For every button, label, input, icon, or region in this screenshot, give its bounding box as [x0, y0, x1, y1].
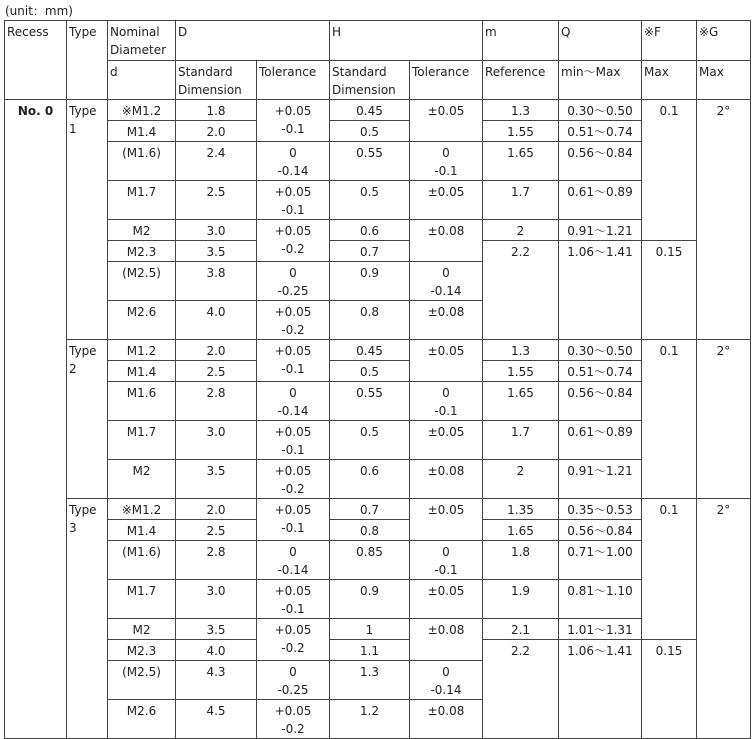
header-type: Type — [67, 21, 108, 100]
header-H-tolerance: Tolerance — [410, 61, 483, 100]
nominal-diameter-cell: (M2.5) — [108, 262, 176, 301]
G-max-cell: 2° — [697, 499, 751, 739]
value-line: ±0.08 — [427, 464, 465, 478]
G-max-cell: 2° — [697, 340, 751, 499]
H-standard-cell: 0.6 — [330, 220, 410, 241]
header-nominal-diameter: Nominal Diameter — [108, 21, 176, 61]
H-tolerance-cell — [410, 499, 483, 541]
H-tolerance-cell — [410, 340, 483, 382]
header-F: ※F — [642, 21, 697, 61]
header-D: D — [176, 21, 330, 61]
value-line: -0.1 — [434, 404, 458, 418]
D-standard-cell: 2.0 — [176, 499, 257, 520]
value-line: +0.05 — [274, 185, 312, 199]
m-reference-cell: 1.55 — [483, 121, 559, 142]
H-tolerance-cell — [410, 700, 483, 739]
table-row — [5, 142, 751, 181]
Q-range-cell: 1.06～1.41 — [559, 241, 642, 340]
D-standard-cell: 3.8 — [176, 262, 257, 301]
D-tolerance-cell — [257, 619, 330, 661]
H-standard-cell: 0.8 — [330, 520, 410, 541]
value-line: -0.1 — [281, 122, 305, 136]
m-reference-cell: 2.2 — [483, 241, 559, 340]
m-reference-cell: 2 — [483, 460, 559, 499]
header-D-standard: Standard Dimension — [176, 61, 257, 100]
H-tolerance-cell — [410, 661, 483, 700]
H-standard-cell: 0.7 — [330, 241, 410, 262]
value-line: ±0.05 — [427, 425, 465, 439]
value-line: -0.1 — [281, 602, 305, 616]
nominal-diameter-cell: M2.3 — [108, 640, 176, 661]
D-tolerance-cell — [257, 700, 330, 739]
H-standard-cell: 0.5 — [330, 181, 410, 220]
Q-range-cell: 0.91～1.21 — [559, 220, 642, 241]
m-reference-cell: 1.7 — [483, 421, 559, 460]
table-row — [5, 241, 751, 262]
D-tolerance-cell — [257, 661, 330, 700]
table-row — [5, 541, 751, 580]
m-reference-cell: 1.65 — [483, 520, 559, 541]
value-line: -0.2 — [281, 482, 305, 496]
value-line: -0.2 — [281, 722, 305, 736]
nominal-diameter-cell: M1.6 — [108, 382, 176, 421]
H-standard-cell: 0.5 — [330, 121, 410, 142]
D-tolerance-cell — [257, 499, 330, 541]
value-line: -0.25 — [277, 284, 309, 298]
table-row — [5, 220, 751, 241]
Q-range-cell: 0.51～0.74 — [559, 121, 642, 142]
value-line: ±0.05 — [427, 344, 465, 358]
H-tolerance-cell — [410, 580, 483, 619]
D-standard-cell: 2.0 — [176, 121, 257, 142]
D-standard-cell: 4.5 — [176, 700, 257, 739]
value-line: -0.1 — [281, 443, 305, 457]
D-standard-cell: 2.8 — [176, 541, 257, 580]
Q-range-cell: 0.61～0.89 — [559, 181, 642, 220]
H-standard-cell: 0.7 — [330, 499, 410, 520]
nominal-diameter-cell: M2.6 — [108, 301, 176, 340]
header-recess: Recess — [5, 21, 67, 100]
H-tolerance-cell — [410, 220, 483, 262]
H-standard-cell: 0.55 — [330, 142, 410, 181]
m-reference-cell: 1.7 — [483, 181, 559, 220]
type-cell: Type 2 — [67, 340, 108, 499]
H-tolerance-cell — [410, 382, 483, 421]
H-tolerance-cell — [410, 619, 483, 661]
header-Q-range: min～Max — [559, 61, 642, 100]
value-line: -0.2 — [281, 323, 305, 337]
value-line: 0 — [442, 266, 450, 280]
value-line: ±0.05 — [427, 104, 465, 118]
type-cell: Type 3 — [67, 499, 108, 739]
D-tolerance-cell — [257, 100, 330, 142]
nominal-diameter-cell: M1.4 — [108, 361, 176, 382]
value-line: -0.1 — [281, 203, 305, 217]
nominal-diameter-cell: (M2.5) — [108, 661, 176, 700]
Q-range-cell: 1.01～1.31 — [559, 619, 642, 640]
H-standard-cell: 0.9 — [330, 580, 410, 619]
value-line: -0.14 — [277, 563, 309, 577]
value-line: +0.05 — [274, 425, 312, 439]
F-max-cell: 0.1 — [642, 499, 697, 640]
value-line: -0.1 — [281, 521, 305, 535]
value-line: +0.05 — [274, 344, 312, 358]
D-tolerance-cell — [257, 421, 330, 460]
D-tolerance-cell — [257, 460, 330, 499]
H-standard-cell: 1.1 — [330, 640, 410, 661]
m-reference-cell: 2.2 — [483, 640, 559, 739]
nominal-diameter-cell: M1.7 — [108, 421, 176, 460]
H-standard-cell: 0.9 — [330, 262, 410, 301]
value-line: -0.1 — [434, 164, 458, 178]
D-tolerance-cell — [257, 541, 330, 580]
H-standard-cell: 1 — [330, 619, 410, 640]
table-row — [5, 121, 751, 142]
Q-range-cell: 0.91～1.21 — [559, 460, 642, 499]
m-reference-cell: 1.8 — [483, 541, 559, 580]
H-tolerance-cell — [410, 262, 483, 301]
table-row — [5, 580, 751, 619]
Q-range-cell: 0.81～1.10 — [559, 580, 642, 619]
m-reference-cell: 1.55 — [483, 361, 559, 382]
header-H-standard: Standard Dimension — [330, 61, 410, 100]
value-line: -0.2 — [281, 242, 305, 256]
D-standard-cell: 4.0 — [176, 301, 257, 340]
value-line: 0 — [442, 386, 450, 400]
table-row — [5, 100, 751, 121]
Q-range-cell: 0.51～0.74 — [559, 361, 642, 382]
H-tolerance-cell — [410, 100, 483, 142]
H-standard-cell: 0.5 — [330, 361, 410, 382]
value-line: ±0.08 — [427, 305, 465, 319]
header-G-max: Max — [697, 61, 751, 100]
unit-note: (unit：mm) — [5, 4, 73, 18]
table-row — [5, 340, 751, 361]
D-standard-cell: 2.5 — [176, 361, 257, 382]
value-line: +0.05 — [274, 305, 312, 319]
nominal-diameter-cell: M2 — [108, 619, 176, 640]
value-line: +0.05 — [274, 464, 312, 478]
F-max-cell: 0.15 — [642, 640, 697, 739]
D-standard-cell: 3.0 — [176, 220, 257, 241]
nominal-diameter-cell: M1.2 — [108, 340, 176, 361]
nominal-diameter-cell: ※M1.2 — [108, 100, 176, 121]
F-max-cell: 0.1 — [642, 340, 697, 499]
value-line: ±0.05 — [427, 584, 465, 598]
value-line: ±0.05 — [427, 185, 465, 199]
value-line: +0.05 — [274, 503, 312, 517]
value-line: 0 — [289, 665, 297, 679]
H-tolerance-cell — [410, 541, 483, 580]
nominal-diameter-cell: (M1.6) — [108, 541, 176, 580]
value-line: -0.1 — [434, 563, 458, 577]
value-line: -0.14 — [430, 683, 462, 697]
D-standard-cell: 2.5 — [176, 181, 257, 220]
H-tolerance-cell — [410, 460, 483, 499]
header-G: ※G — [697, 21, 751, 61]
value-line: +0.05 — [274, 104, 312, 118]
Q-range-cell: 0.56～0.84 — [559, 520, 642, 541]
F-max-cell: 0.15 — [642, 241, 697, 340]
value-line: +0.05 — [274, 623, 312, 637]
m-reference-cell: 1.3 — [483, 340, 559, 361]
m-reference-cell: 1.65 — [483, 142, 559, 181]
m-reference-cell: 2.1 — [483, 619, 559, 640]
table-row — [5, 361, 751, 382]
Q-range-cell: 0.56～0.84 — [559, 142, 642, 181]
header-F-max: Max — [642, 61, 697, 100]
D-tolerance-cell — [257, 181, 330, 220]
nominal-diameter-cell: M2 — [108, 220, 176, 241]
H-standard-cell: 0.45 — [330, 340, 410, 361]
table-row — [5, 382, 751, 421]
table-row — [5, 460, 751, 499]
Q-range-cell: 0.30～0.50 — [559, 100, 642, 121]
table-row — [5, 640, 751, 661]
nominal-diameter-cell: M2 — [108, 460, 176, 499]
Q-range-cell: 1.06～1.41 — [559, 640, 642, 739]
H-standard-cell: 0.6 — [330, 460, 410, 499]
value-line: -0.14 — [277, 404, 309, 418]
F-max-cell: 0.1 — [642, 100, 697, 241]
value-line: 0 — [289, 545, 297, 559]
D-standard-cell: 2.5 — [176, 520, 257, 541]
nominal-diameter-cell: ※M1.2 — [108, 499, 176, 520]
value-line: ±0.08 — [427, 704, 465, 718]
H-tolerance-cell — [410, 301, 483, 340]
table-row — [5, 520, 751, 541]
Q-range-cell: 0.35～0.53 — [559, 499, 642, 520]
nominal-diameter-cell: M1.7 — [108, 580, 176, 619]
H-standard-cell: 0.8 — [330, 301, 410, 340]
D-standard-cell: 4.0 — [176, 640, 257, 661]
value-line: 0 — [442, 545, 450, 559]
H-tolerance-cell — [410, 181, 483, 220]
H-standard-cell: 0.5 — [330, 421, 410, 460]
header-H: H — [330, 21, 483, 61]
header-m: m — [483, 21, 559, 61]
value-line: +0.05 — [274, 584, 312, 598]
header-d: d — [108, 61, 176, 100]
D-standard-cell: 2.4 — [176, 142, 257, 181]
D-standard-cell: 3.0 — [176, 580, 257, 619]
table-row — [5, 181, 751, 220]
H-standard-cell: 1.2 — [330, 700, 410, 739]
H-tolerance-cell — [410, 142, 483, 181]
D-standard-cell: 3.5 — [176, 460, 257, 499]
nominal-diameter-cell: M1.7 — [108, 181, 176, 220]
nominal-diameter-cell: M2.3 — [108, 241, 176, 262]
value-line: ±0.08 — [427, 224, 465, 238]
table-row — [5, 619, 751, 640]
nominal-diameter-cell: M1.4 — [108, 121, 176, 142]
Q-range-cell: 0.71～1.00 — [559, 541, 642, 580]
nominal-diameter-cell: M1.4 — [108, 520, 176, 541]
header-m-reference: Reference — [483, 61, 559, 100]
value-line: -0.14 — [430, 284, 462, 298]
H-standard-cell: 1.3 — [330, 661, 410, 700]
Q-range-cell: 0.30～0.50 — [559, 340, 642, 361]
value-line: -0.14 — [277, 164, 309, 178]
H-standard-cell: 0.85 — [330, 541, 410, 580]
value-line: 0 — [289, 266, 297, 280]
D-tolerance-cell — [257, 220, 330, 262]
Q-range-cell: 0.56～0.84 — [559, 382, 642, 421]
D-standard-cell: 1.8 — [176, 100, 257, 121]
value-line: -0.1 — [281, 362, 305, 376]
Q-range-cell: 0.61～0.89 — [559, 421, 642, 460]
value-line: ±0.05 — [427, 503, 465, 517]
value-line: +0.05 — [274, 224, 312, 238]
table-row — [5, 421, 751, 460]
D-standard-cell: 3.5 — [176, 619, 257, 640]
value-line: 0 — [289, 146, 297, 160]
value-line: -0.2 — [281, 641, 305, 655]
table-row — [5, 499, 751, 520]
value-line: 0 — [442, 665, 450, 679]
value-line: ±0.08 — [427, 623, 465, 637]
D-tolerance-cell — [257, 382, 330, 421]
header-D-tolerance: Tolerance — [257, 61, 330, 100]
D-standard-cell: 2.8 — [176, 382, 257, 421]
nominal-diameter-cell: M2.6 — [108, 700, 176, 739]
m-reference-cell: 1.35 — [483, 499, 559, 520]
value-line: -0.25 — [277, 683, 309, 697]
value-line: 0 — [442, 146, 450, 160]
recess-cell: No. 0 — [5, 100, 67, 739]
D-tolerance-cell — [257, 142, 330, 181]
D-tolerance-cell — [257, 340, 330, 382]
D-tolerance-cell — [257, 262, 330, 301]
D-standard-cell: 3.0 — [176, 421, 257, 460]
value-line: +0.05 — [274, 704, 312, 718]
nominal-diameter-cell: (M1.6) — [108, 142, 176, 181]
m-reference-cell: 1.9 — [483, 580, 559, 619]
D-standard-cell: 3.5 — [176, 241, 257, 262]
type-cell: Type 1 — [67, 100, 108, 340]
m-reference-cell: 2 — [483, 220, 559, 241]
G-max-cell: 2° — [697, 100, 751, 340]
header-Q: Q — [559, 21, 642, 61]
D-tolerance-cell — [257, 301, 330, 340]
D-tolerance-cell — [257, 580, 330, 619]
m-reference-cell: 1.3 — [483, 100, 559, 121]
H-tolerance-cell — [410, 421, 483, 460]
D-standard-cell: 4.3 — [176, 661, 257, 700]
recess-dimension-table — [4, 20, 751, 739]
H-standard-cell: 0.45 — [330, 100, 410, 121]
m-reference-cell: 1.65 — [483, 382, 559, 421]
D-standard-cell: 2.0 — [176, 340, 257, 361]
value-line: 0 — [289, 386, 297, 400]
H-standard-cell: 0.55 — [330, 382, 410, 421]
